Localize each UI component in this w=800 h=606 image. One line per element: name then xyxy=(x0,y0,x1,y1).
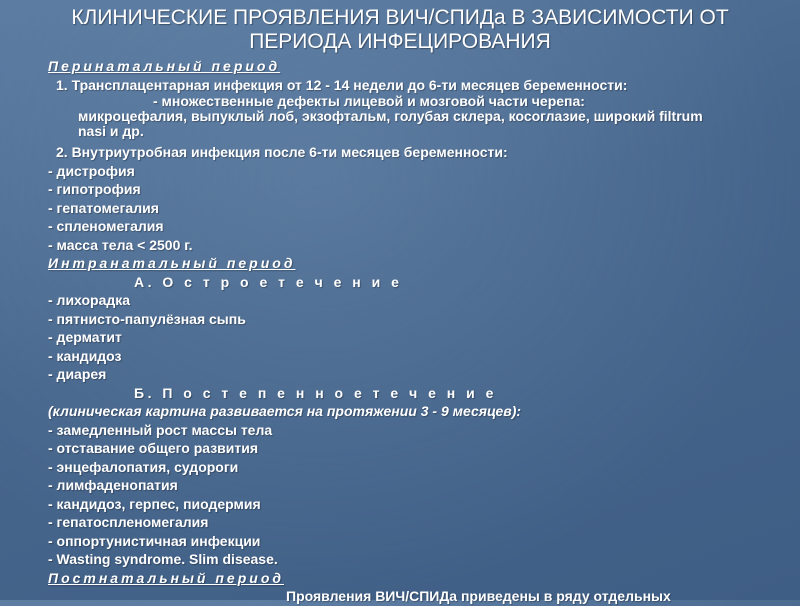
list-item: - гепатомегалия xyxy=(48,199,159,216)
slide-body xyxy=(48,57,796,606)
list-item: - дерматит xyxy=(48,329,122,345)
list-item: - Wasting syndrome. Slim disease. xyxy=(48,551,278,567)
postnatal-heading: Постнатальный период xyxy=(48,569,285,586)
list-item: - лихорадка xyxy=(48,292,131,308)
list-item: - масса тела < 2500 г. xyxy=(48,236,193,253)
list-item: - гепатоспленомегалия xyxy=(48,514,209,530)
intranatal-heading: Интранатальный период xyxy=(48,255,296,271)
list-item: - лимфаденопатия xyxy=(48,477,178,493)
perinatal-item-1: 1. Трансплацентарная инфекция от 12 - 14 недели до 6-ти месяцев беременности: xyxy=(56,76,628,93)
list-item: - дистрофия xyxy=(48,162,135,179)
postnatal-text: Проявления ВИЧ/СПИДа приведены в ряду отдельных xyxy=(286,588,671,604)
list-item: - спленомегалия xyxy=(48,218,164,234)
list-item: - кандидоз, герпес, пиодермия xyxy=(48,495,261,512)
title-line-2: ПЕРИОДА ИНФЕЦИРОВАНИЯ xyxy=(249,30,551,53)
perinatal-heading: Перинатальный период xyxy=(48,58,281,74)
perinatal-item-1-detail xyxy=(48,94,796,139)
slide-title xyxy=(0,6,800,54)
list-item: - энцефалопатия, судороги xyxy=(48,458,239,475)
gradual-course-heading: Б. П о с т е п е н н о е т е ч е н и е xyxy=(134,384,497,401)
list-item: - замедленный рост массы тела xyxy=(48,421,273,438)
perinatal-item-1-detail-lead: - множественные дефекты лицевой и мозговой части черепа: xyxy=(153,93,585,109)
perinatal-item-2: 2. Внутриутробная инфекция после 6-ти месяцев беременности: xyxy=(56,144,508,160)
list-item: - оппортунистичная инфекции xyxy=(48,532,261,549)
list-item: - отставание общего развития xyxy=(48,440,258,456)
title-line-1: КЛИНИЧЕСКИЕ ПРОЯВЛЕНИЯ ВИЧ/СПИДа В ЗАВИСИМОСТИ ОТ xyxy=(71,6,729,29)
gradual-course-note: (клиническая картина развивается на протяжении 3 - 9 месяцев): xyxy=(48,403,522,419)
list-item: - гипотрофия xyxy=(48,181,141,197)
perinatal-item-1-detail-rest: микроцефалия, выпуклый лоб, экзофтальм, голубая склера, косоглазие, широкий filtrum nasi и др. xyxy=(78,108,703,139)
acute-course-heading: А. О с т р о е т е ч е н и е xyxy=(134,273,403,290)
list-item: - пятнисто-папулёзная сыпь xyxy=(48,310,246,327)
list-item: - кандидоз xyxy=(48,347,122,364)
list-item: - диарея xyxy=(48,366,107,382)
